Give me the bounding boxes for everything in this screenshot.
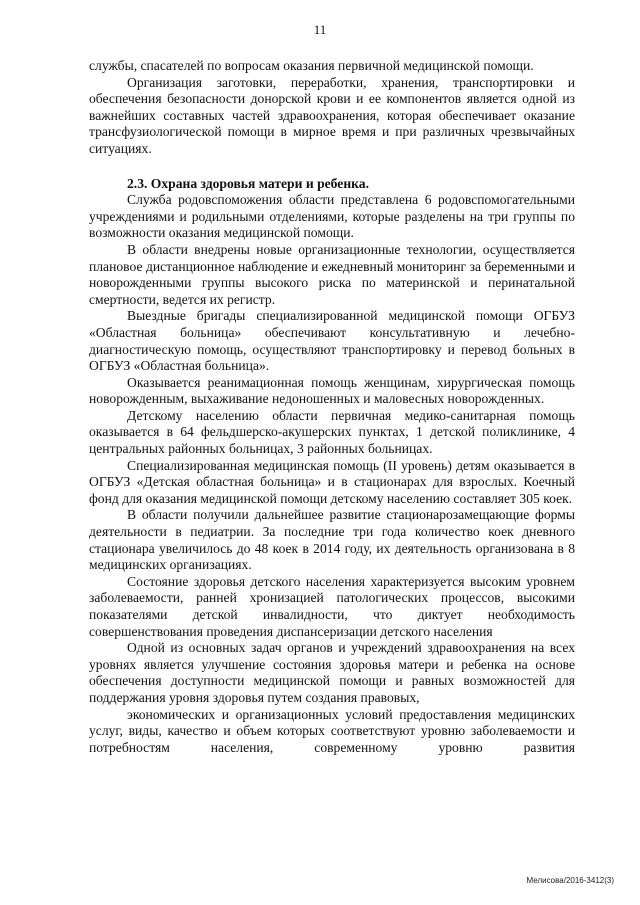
document-footer-code: Мелисова/2016-3412(3) (526, 876, 614, 885)
paragraph-blood-donation: Организация заготовки, переработки, хранения, транспортировки и обеспечения безопасности донорской крови и ее компонентов является одной из важнейших составных частей здравоохранения, которая обеспечивает оказание трансфузиологической помощи в мирное время и при различных чрезвычайных ситуациях. (89, 74, 575, 156)
paragraph-specialized-care: Специализированная медицинская помощь (II уровень) детям оказывается в ОГБУЗ «Детская областная больница» и в стационарах для взрослых. Коечный фонд для оказания медицинской помощи детскому населению составляет 305 коек. (89, 457, 575, 506)
section-heading: 2.3. Охрана здоровья матери и ребенка. (127, 175, 369, 191)
paragraph-conditions: экономических и организационных условий предоставления медицинских услуг, виды, качество и объем которых соответствуют уровню заболеваемости и потребностям населения, современному уровню развития (89, 706, 575, 755)
paragraph-reanimation: Оказывается реанимационная помощь женщинам, хирургическая помощь новорожденным, выхаживание недоношенных и маловесных новорожденных. (89, 374, 575, 407)
paragraph-field-teams: Выездные бригады специализированной медицинской помощи ОГБУЗ «Областная больница» обеспечивают консультативную и лечебно-диагностическую помощь, осуществляют транспортировку и перевод больных в ОГБУЗ «Областная больница». (89, 308, 575, 374)
paragraph-new-technologies: В области внедрены новые организационные технологии, осуществляется плановое дистанционное наблюдение и ежедневный мониторинг за беременными и новорожденными группы высокого риска по материнской и перинатальной смертности, ведется их регистр. (89, 241, 575, 307)
paragraph-main-tasks: Одной из основных задач органов и учреждений здравоохранения на всех уровнях является улучшение состояния здоровья матери и ребенка на основе обеспечения доступности медицинской помощи и равных возможностей для поддержания уровня здоровья путем создания правовых, (89, 640, 575, 705)
paragraph-continuation: службы, спасателей по вопросам оказания первичной медицинской помощи. (89, 58, 534, 73)
page-number: 11 (313, 22, 327, 37)
paragraph-primary-care: Детскому населению области первичная медико-санитарная помощь оказывается в 64 фельдшерско-акушерских пунктах, 1 детской поликлинике, 4 центральных районных больницах, 3 районных больницах. (89, 407, 575, 457)
paragraph-day-hospital: В области получили дальнейшее развитие стационарозамещающие формы деятельности в педиатрии. За последние три года количество коек дневного стационара увеличилось до 48 коек в 2014 году, их деятельность организована в 8 медицинских организациях. (89, 507, 575, 573)
document-body (89, 58, 575, 756)
paragraph-child-health: Состояние здоровья детского населения характеризуется высоким уровнем заболеваемости, ранней хронизацией патологических процессов, высокими показателями детской инвалидности, что диктует необходимость совершенствования проведения диспансеризации детского населения (89, 573, 575, 639)
paragraph-obstetric-service: Служба родовспоможения области представлена 6 родовспомогательными учреждениями и родильными отделениями, которые разделены на три группы по возможности оказания медицинской помощи. (89, 192, 575, 241)
